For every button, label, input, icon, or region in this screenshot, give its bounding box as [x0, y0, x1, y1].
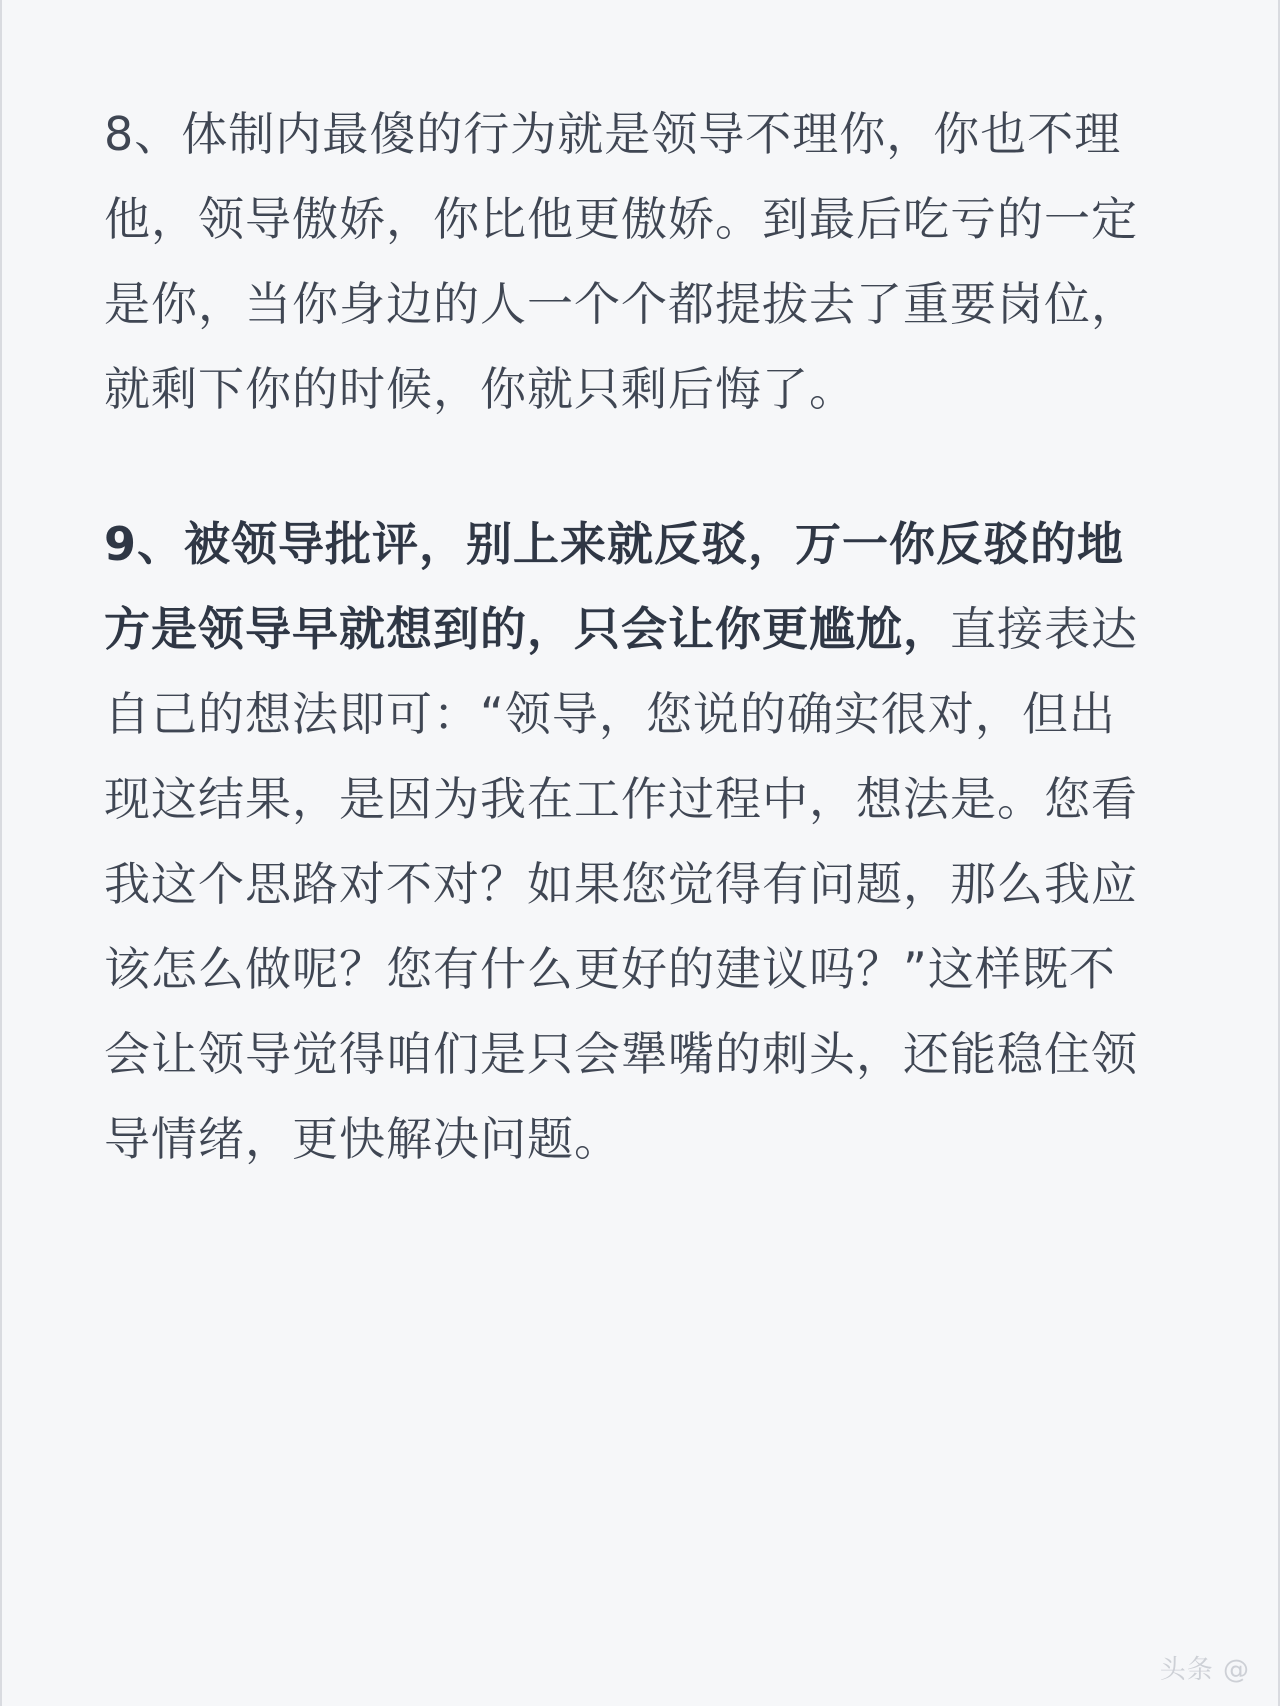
paragraph-8: 8、体制内最傻的行为就是领导不理你，你也不理他，领导傲娇，你比他更傲娇。到最后吃亏的一定是你，当你身边的人一个个都提拔去了重要岗位，就剩下你的时候，你就只剩后悔了。: [104, 107, 1138, 416]
paragraph-9: [104, 502, 1154, 1182]
paragraph-9-normal: 直接表达自己的想法即可：“领导，您说的确实很对，但出现这结果，是因为我在工作过程中，想法是。您看我这个思路对不对？如果您觉得有问题，那么我应该怎么做呢？您有什么更好的建议吗？”这样既不会让领导觉得咱们是只会犟嘴的刺头，还能稳住领导情绪，更快解决问题。: [104, 602, 1138, 1166]
watermark: 头条 @: [1159, 1655, 1250, 1685]
paragraph-9-bold: 9、被领导批评，别上来就反驳，万一你反驳的地方是领导早就想到的，只会让你更尴尬，: [104, 517, 1125, 656]
article-body: [104, 92, 1154, 1182]
